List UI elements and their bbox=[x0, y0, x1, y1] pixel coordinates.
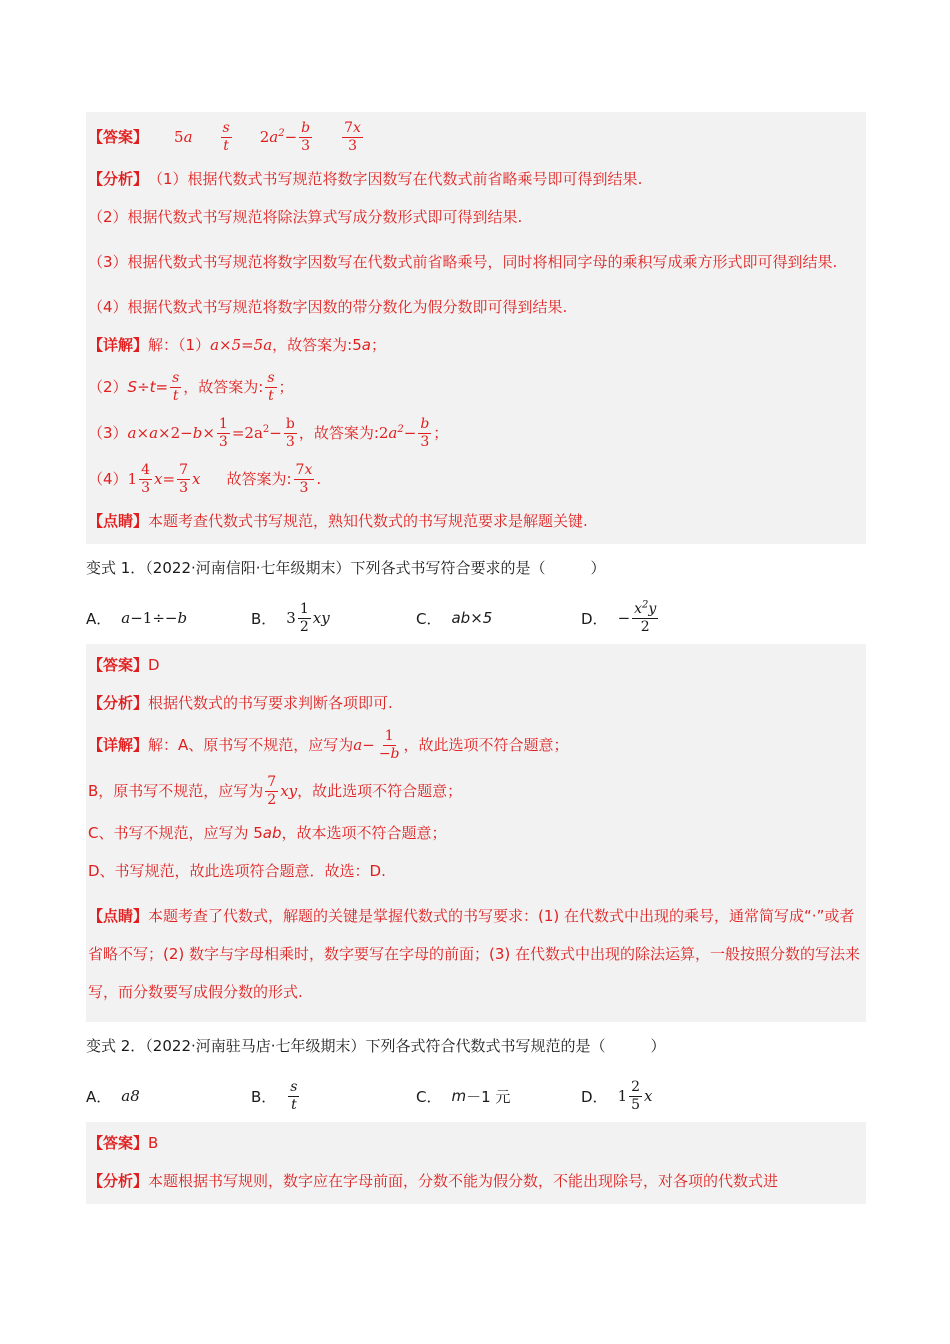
q1-detail-b: B，原书写不规范，应写为 $\frac{7}{2}$ xy ，故此选项不符合题意； bbox=[88, 773, 463, 808]
detail-line-3: （3） a×a×2−b× $\frac{1}{3}$ $=2a^2-$ $\frac{b}{3}$ ，故答案为: $2a^2-$ $\frac{b}{3}$ ； bbox=[88, 415, 449, 450]
question-2-options bbox=[86, 1070, 866, 1122]
q1-detail-c: C、书写不规范，应写为 5 ab ，故本选项不符合题意； bbox=[88, 824, 447, 842]
solution-block-3 bbox=[86, 1122, 866, 1204]
answer-4: $\frac{7x}{3}$ bbox=[344, 119, 361, 154]
answer-tag: 【答案】 bbox=[88, 128, 149, 146]
detail-line-1: 【详解】 解：（1） a×5=5a ，故答案为:5 a ； bbox=[88, 336, 386, 354]
answer-line: 【答案】 5a $\frac{s}{t}$ $2a^2-$ $\frac{b}{3}$ $\frac{7x}{3}$ bbox=[88, 119, 361, 154]
q2-analysis: 【分析】 本题根据书写规则，数字应在字母前面，分数不能为假分数，不能出现除号，对各项的代数式进 bbox=[88, 1172, 779, 1190]
question-1 bbox=[86, 544, 866, 592]
option-c[interactable]: C． ab×5 bbox=[416, 609, 493, 628]
solution-block-1 bbox=[86, 112, 866, 544]
q2-option-c[interactable]: C． m －1 元 bbox=[416, 1087, 511, 1106]
q1-analysis: 【分析】 根据代数式的书写要求判断各项即可. bbox=[88, 694, 393, 712]
page bbox=[86, 112, 866, 1204]
q2-option-d[interactable]: D． 1 $\frac{2}{5}$ x bbox=[581, 1078, 653, 1113]
question-1-stem: 变式 1．（2022·河南信阳·七年级期末）下列各式书写符合要求的是（ ） bbox=[86, 559, 606, 577]
comment-line: 【点睛】 本题考查代数式书写规范，熟知代数式的书写规范要求是解题关键. bbox=[88, 512, 588, 530]
q2-option-b[interactable]: B． $\frac{s}{t}$ bbox=[251, 1078, 298, 1113]
q2-answer: 【答案】 B bbox=[88, 1134, 159, 1152]
question-1-options bbox=[86, 592, 866, 644]
detail-line-2: （2） S÷t= $\frac{s}{t}$ ，故答案为: $\frac{s}{t}$ ； bbox=[88, 369, 294, 404]
question-2 bbox=[86, 1022, 866, 1070]
answer-1: 5a bbox=[174, 128, 193, 146]
q2-option-a[interactable]: A． a8 bbox=[86, 1087, 140, 1106]
q1-detail-d: D、书写规范，故此选项符合题意．故选：D. bbox=[88, 862, 386, 880]
detail-line-4: （4） 1 $\frac{4}{3}$ x= $\frac{7}{3}$ x 故答案为: $\frac{7x}{3}$ . bbox=[88, 461, 322, 496]
solution-block-2 bbox=[86, 644, 866, 1022]
analysis-line-2: （2）根据代数式书写规范将除法算式写成分数形式即可得到结果. bbox=[88, 208, 523, 226]
q1-comment: 【点睛】本题考查了代数式，解题的关键是掌握代数式的书写要求：(1) 在代数式中出现的乘号，通常简写成“·”或者省略不写；(2) 数字与字母相乘时，数字要写在字母的前面；(3) 在代数式中出现的除法运算，一般按照分数的写法来写，而分数要写成假分数的形式. bbox=[88, 907, 861, 1001]
analysis-line-1: 【分析】 （1）根据代数式书写规范将数字因数写在代数式前省略乘号即可得到结果. bbox=[88, 170, 643, 188]
question-2-stem: 变式 2．（2022·河南驻马店·七年级期末）下列各式符合代数式书写规范的是（ ） bbox=[86, 1037, 666, 1055]
answer-2: $\frac{s}{t}$ bbox=[222, 119, 230, 154]
analysis-line-3: （3）根据代数式书写规范将数字因数写在代数式前省略乘号，同时将相同字母的乘积写成乘方形式即可得到结果. bbox=[88, 253, 838, 271]
option-b[interactable]: B． 3 $\frac{1}{2}$ xy bbox=[251, 600, 330, 635]
answer-3: $2a^2-$ bbox=[259, 128, 298, 146]
option-a[interactable]: A． a−1÷−b bbox=[86, 609, 188, 628]
q1-detail-a: 【详解】 解：A、原书写不规范，应写为 a− $\frac{1}{-b}$ ，故此选项不符合题意； bbox=[88, 727, 569, 762]
q1-answer: 【答案】 D bbox=[88, 656, 160, 674]
option-d[interactable]: D． − $\frac{x^2y}{2}$ bbox=[581, 598, 657, 635]
analysis-line-4: （4）根据代数式书写规范将数字因数的带分数化为假分数即可得到结果. bbox=[88, 298, 568, 316]
